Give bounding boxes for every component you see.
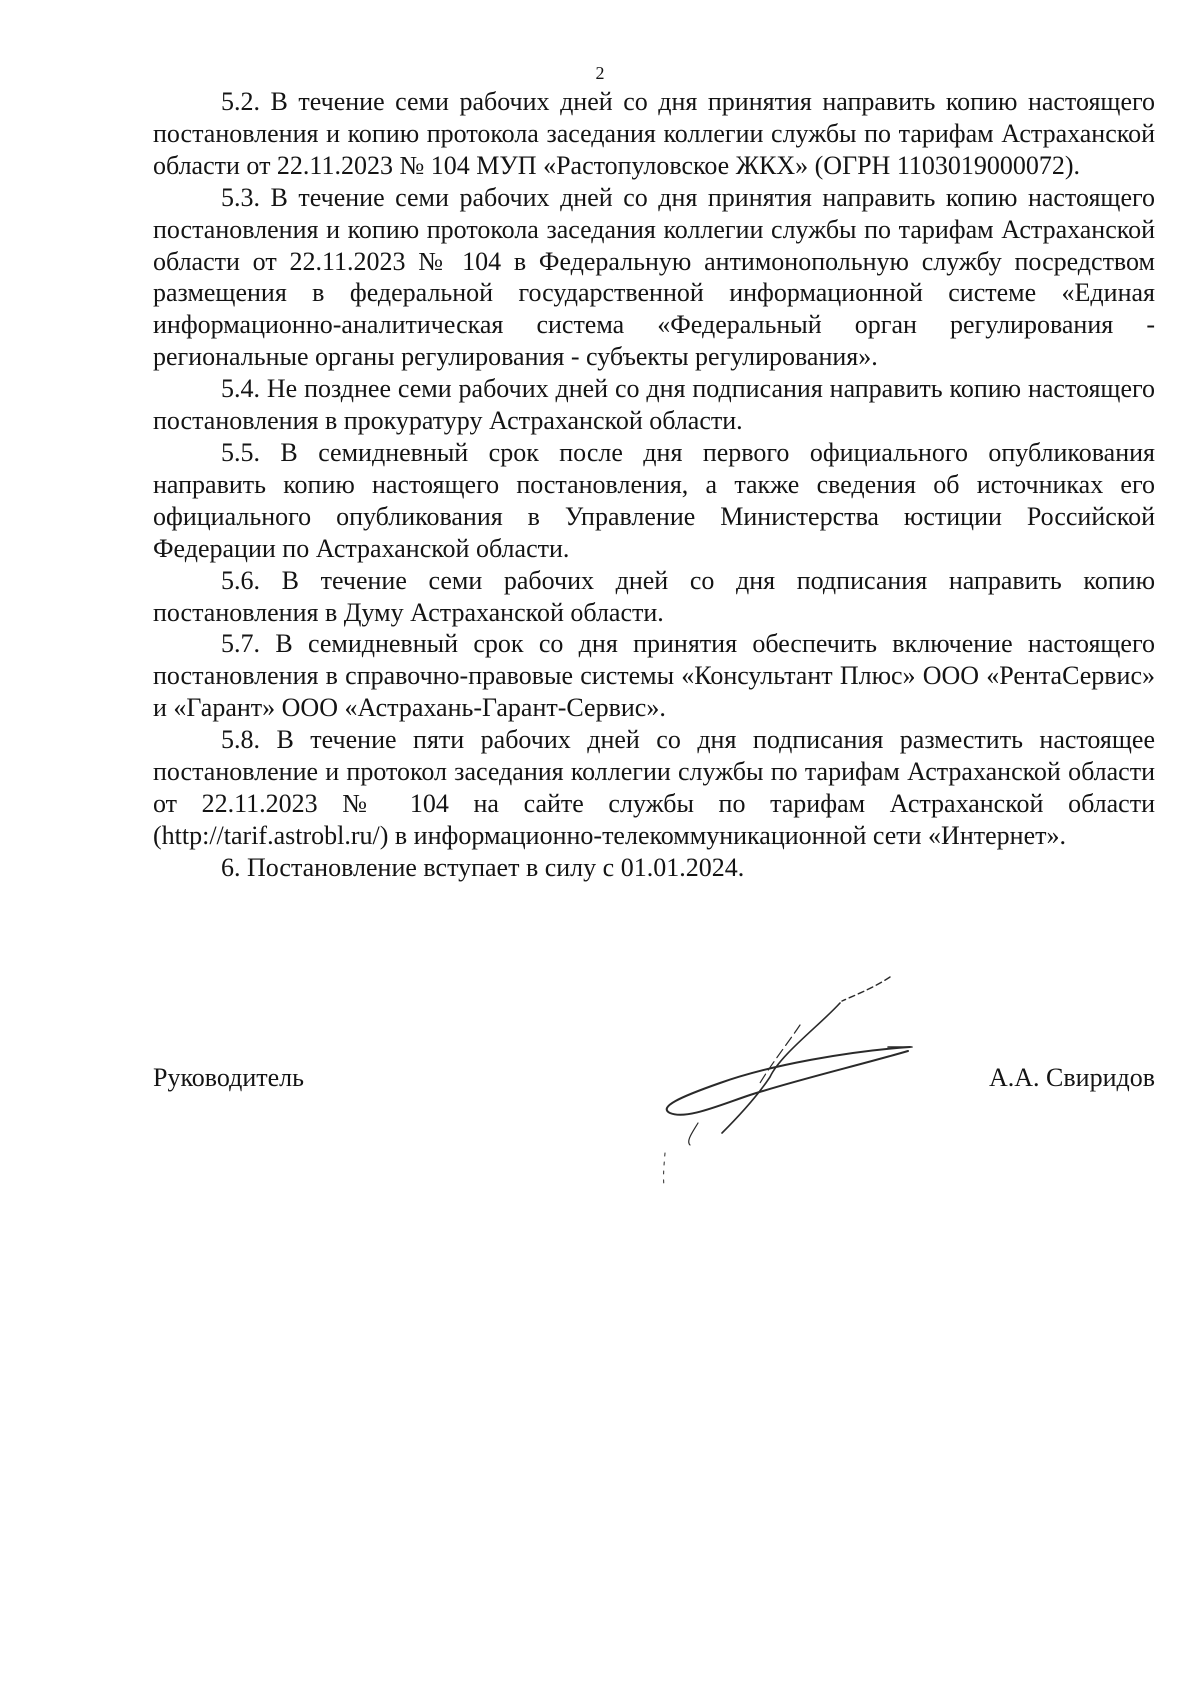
signer-name: А.А. Свиридов bbox=[988, 1063, 1155, 1092]
signature-block bbox=[153, 1062, 1155, 1102]
signer-title: Руководитель bbox=[153, 1063, 304, 1092]
paragraph-5-3: 5.3. В течение семи рабочих дней со дня принятия направить копию настоящего постановления и копию протокола заседания коллегии службы по тарифам Астраханской области от 22.11.2023 № 104 в Федеральную антимонопольную службу посредством размещения в федеральной государственной информационной системе «Единая информационно-аналитическая система «Федеральный орган регулирования - региональные органы регулирования - субъекты регулирования». bbox=[153, 182, 1155, 372]
paragraph-5-5: 5.5. В семидневный срок после дня первого официального опубликования направить копию настоящего постановления, а также сведения об источниках его официального опубликования в Управление Министерства юстиции Российской Федерации по Астраханской области. bbox=[153, 437, 1155, 563]
page-number: 2 bbox=[595, 63, 605, 83]
paragraph-5-6: 5.6. В течение семи рабочих дней со дня подписания направить копию постановления в Думу Астраханской области. bbox=[153, 565, 1155, 627]
paragraph-5-8: 5.8. В течение пяти рабочих дней со дня подписания разместить настоящее постановление и протокол заседания коллегии службы по тарифам Астраханской области от 22.11.2023 № 104 на сайте службы по тарифам Астраханской области (http://tarif.astrobl.ru/) в информационно-телекоммуникационной сети «Интернет». bbox=[153, 725, 1155, 850]
paragraph-5-2: 5.2. В течение семи рабочих дней со дня принятия направить копию настоящего постановления и копию протокола заседания коллегии службы по тарифам Астраханской области от 22.11.2023 № 104 МУП «Растопуловское ЖКХ» (ОГРН 1103019000072). bbox=[153, 87, 1155, 180]
paragraph-6: 6. Постановление вступает в силу с 01.01.2024. bbox=[221, 852, 745, 882]
paragraph-5-7: 5.7. В семидневный срок со дня принятия обеспечить включение настоящего постановления в справочно-правовые системы «Консультант Плюс» ООО «РентаСервис» и «Гарант» ООО «Астрахань-Гарант-Сервис». bbox=[153, 629, 1155, 723]
paragraph-5-4: 5.4. Не позднее семи рабочих дней со дня подписания направить копию настоящего постановления в прокуратуру Астраханской области. bbox=[153, 374, 1155, 436]
document-body bbox=[153, 86, 1155, 884]
